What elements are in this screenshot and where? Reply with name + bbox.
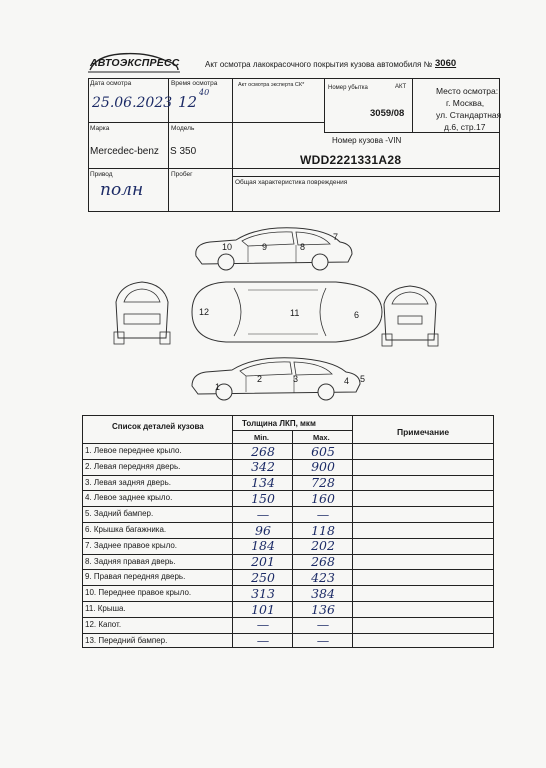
min-value: 313 [251,585,275,601]
max-value: 118 [311,522,335,538]
place-label: Место осмотра: [436,86,499,96]
document-number: 3060 [435,58,457,69]
part-name: 11. Крыша. [85,604,126,613]
min-value: 96 [255,522,271,538]
time-label: Время осмотра [171,80,218,87]
part-name: 1. Левое переднее крыло. [85,446,182,455]
max-value: — [316,506,330,522]
row-divider [82,633,494,634]
model-label: Модель [171,125,195,132]
zone-label-6: 6 [354,310,360,320]
row-divider [82,601,494,602]
min-value: 342 [251,459,275,475]
place-line2: ул. Стандартная [436,110,502,120]
zone-label-5: 5 [360,374,366,384]
min-value: — [256,633,270,649]
min-value: 134 [251,475,275,491]
zone-label-7: 7 [333,232,339,242]
zone-label-3: 3 [293,374,299,384]
part-name: 8. Задняя правая дверь. [85,556,176,566]
min-value: 101 [251,601,275,617]
zone-label-2: 2 [257,374,263,384]
date-value: 25.06.2023 [92,95,173,111]
part-name: 12. Капот. [85,619,122,629]
part-name: 7. Заднее правое крыло. [85,540,178,550]
brand-label: Марка [90,125,110,132]
logo-text: АВТОЭКСПРЕСС [90,57,180,69]
part-name: 3. Левая задняя дверь. [85,477,171,487]
row-divider [82,569,494,570]
row-divider [82,443,494,444]
max-value: 160 [311,490,335,506]
time-minutes: 40 [199,88,210,97]
part-name: 10. Переднее правое крыло. [85,588,192,598]
part-name: 6. Крышка багажника. [85,525,167,534]
part-name: 13. Передний бампер. [85,635,168,645]
zone-label-12: 12 [199,307,210,317]
row-divider [82,506,494,507]
min-value: 268 [251,443,275,459]
time-hours: 12 [178,93,198,111]
zone-label-9: 9 [262,242,268,252]
zone-label-10: 10 [222,242,233,252]
part-name: 9. Правая передняя дверь. [85,572,186,582]
zone-label-11: 11 [290,308,300,318]
zone-label-8: 8 [300,242,306,252]
col-parts-header: Список деталей кузова [112,422,204,431]
zone-label-1: 1 [215,382,221,392]
vin-label: Номер кузова -VIN [332,136,402,145]
place-line3: д.6, стр.17 [444,122,486,132]
car-front-icon [112,272,172,348]
row-divider [82,522,494,523]
max-value: 384 [311,585,335,601]
car-right-side-icon [188,222,358,272]
min-value: 201 [251,554,275,570]
max-value: — [316,633,330,649]
row-divider [82,490,494,491]
max-value: — [316,617,330,633]
min-value: 150 [251,490,275,506]
min-value: — [256,506,270,522]
max-value: 202 [311,538,335,554]
drive-label: Привод [90,171,113,178]
max-value: 423 [311,569,335,585]
drive-value: полн [100,180,144,200]
car-left-side-icon [186,352,366,402]
loss-label: Номер убытка [328,85,368,91]
min-value: 184 [251,538,275,554]
col-max-header: Max. [313,433,330,442]
mileage-label: Пробег [171,171,193,178]
row-divider [82,617,494,618]
col-note-header: Примечание [397,427,450,437]
max-value: 605 [311,443,335,459]
act-value: 3059/08 [370,108,405,119]
row-divider [82,554,494,555]
expert-label: Акт осмотра эксперта СК* [238,82,305,88]
place-line1: г. Москва, [446,98,485,108]
max-value: 136 [311,601,335,617]
part-name: 2. Левая передняя дверь. [85,461,181,471]
damage-label: Общая характеристика повреждения [235,179,348,186]
max-value: 268 [311,554,335,570]
col-thickness-header: Толщина ЛКП, мкм [242,419,316,428]
min-value: 250 [251,569,275,585]
row-divider [82,459,494,460]
model-value: S 350 [170,146,197,157]
zone-label-4: 4 [344,376,350,386]
max-value: 728 [311,475,335,491]
document-title: Акт осмотра лакокрасочного покрытия кузова автомобиля № [205,60,433,69]
act-label: АКТ [395,84,407,90]
vin-value: WDD2221331A28 [300,153,402,167]
car-rear-icon [380,278,440,348]
row-divider [82,538,494,539]
date-label: Дата осмотра [90,80,132,87]
min-value: — [256,617,270,633]
col-min-header: Min. [254,433,269,442]
row-divider [82,585,494,586]
part-name: 5. Задний бампер. [85,509,154,519]
row-divider [82,475,494,476]
max-value: 900 [311,459,335,475]
part-name: 4. Левое заднее крыло. [85,493,173,503]
brand-value: Mercedec-benz [90,146,159,157]
